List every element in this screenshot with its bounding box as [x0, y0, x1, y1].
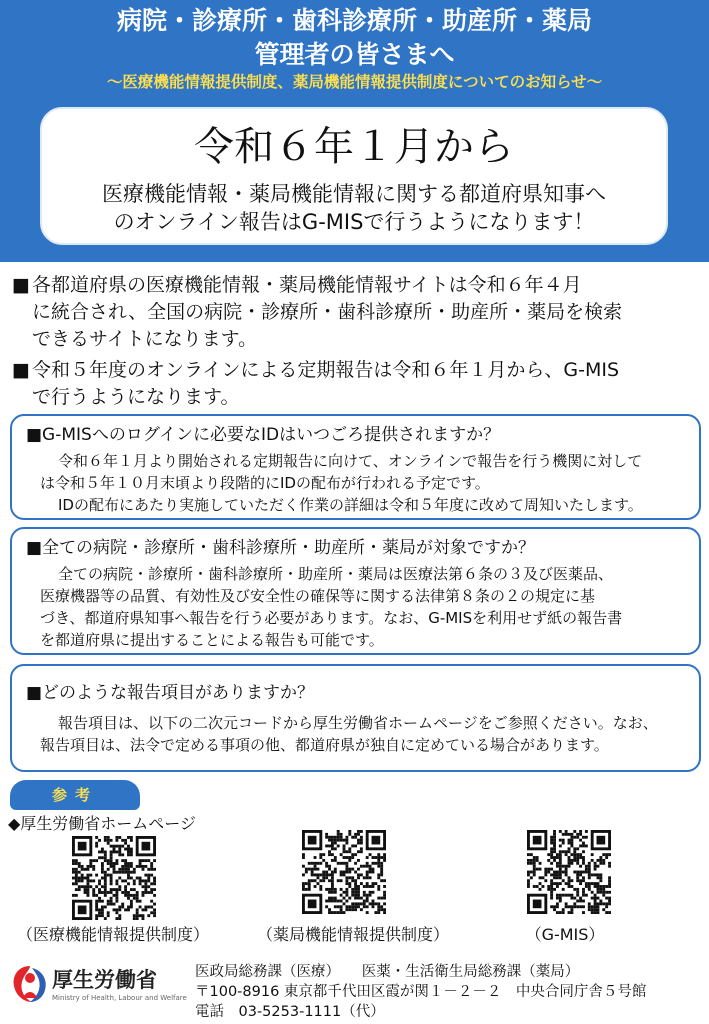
faq-question: ■全ての病院・診療所・歯科診療所・助産所・薬局が対象ですか？	[26, 538, 536, 558]
qr-code-icon[interactable]	[527, 830, 611, 914]
reference-tab: 参考	[10, 780, 140, 810]
bullet-mark: ■	[12, 274, 30, 296]
bullet-item-1	[12, 272, 702, 353]
mhlw-homepage-link[interactable]: ◆厚生労働省ホームページ	[8, 814, 196, 833]
faq-answer-line: は令和５年１０月末頃より段階的にIDの配布が行われる予定です。	[40, 474, 490, 492]
hero-sub-line1: 医療機能情報・薬局機能情報に関する都道府県知事へ	[102, 182, 606, 206]
footer-address: 〒100-8916 東京都千代田区霞が関１－２－２ 中央合同庁舎５号館	[195, 984, 647, 1000]
hero-sub-line2: のオンライン報告はG-MISで行うようになります！	[113, 210, 595, 234]
hero-main-text: 令和６年１月から	[194, 124, 514, 170]
bullet-item-2	[12, 357, 702, 411]
qr-label-gmis: （G-MIS）	[525, 925, 605, 944]
bullet-mark: ■	[12, 359, 30, 381]
faq-answer-line: 医療機器等の品質、有効性及び安全性の確保等に関する法律第８条の２の規定に基	[40, 587, 596, 605]
qr-code-medical-icon	[72, 836, 156, 920]
faq-answer-line: 令和６年１月より開始される定期報告に向けて、オンラインで報告を行う機関に対して	[58, 452, 643, 470]
bullet-line: できるサイトになります。	[32, 328, 258, 350]
hero-panel	[40, 107, 668, 245]
bullet-line: に統合され、全国の病院・診療所・歯科診療所・助産所・薬局を検索	[32, 301, 623, 323]
faq-question: ■G-MISへのログインに必要なIDはいつごろ提供されますか？	[26, 425, 501, 445]
header-title-line2: 管理者の皆さまへ	[254, 40, 455, 69]
qr-label-medical: （医療機能情報提供制度）	[16, 925, 209, 944]
faq-answer-line: IDの配布にあたり実施していただく作業の詳細は令和５年度に改めて周知いたします。	[58, 496, 643, 514]
faq-answer-line: を都道府県に提出することによる報告も可能です。	[40, 631, 384, 649]
bullet-line: 令和５年度のオンラインによる定期報告は令和６年１月から、G-MIS	[32, 359, 620, 381]
mhlw-logo	[10, 960, 185, 1020]
faq-box-3	[10, 664, 701, 772]
qr-code-icon[interactable]	[72, 836, 156, 920]
faq-answer-line: 報告項目は、以下の二次元コードから厚生労働省ホームページをご参照ください。なお、	[58, 714, 658, 732]
qr-code-icon[interactable]	[302, 830, 386, 914]
faq-answer-line: づき、都道府県知事へ報告を行う必要があります。なお、G-MISを利用せず紙の報告書	[40, 609, 623, 627]
logo-english-name: Ministry of Health, Labour and Welfare	[52, 994, 187, 1002]
bullet-line: で行うようになります。	[32, 386, 240, 408]
qr-label-pharmacy: （薬局機能情報提供制度）	[256, 925, 449, 944]
mhlw-emblem-icon	[10, 960, 50, 1004]
footer-departments: 医政局総務課（医療） 医薬・生活衛生局総務課（薬局）	[195, 964, 580, 980]
faq-box-1	[10, 414, 701, 520]
header-title-line1: 病院・診療所・歯科診療所・助産所・薬局	[116, 6, 592, 35]
qr-code-pharmacy-icon	[302, 830, 386, 914]
faq-question: ■どのような報告項目がありますか？	[26, 683, 315, 703]
faq-answer-line: 全ての病院・診療所・歯科診療所・助産所・薬局は医療法第６条の３及び医薬品、	[58, 565, 614, 583]
logo-name: 厚生労働省	[52, 968, 157, 992]
qr-code-gmis-icon	[527, 830, 611, 914]
faq-box-2	[10, 527, 701, 655]
header-subtitle: ～医療機能情報提供制度、薬局機能情報提供制度についてのお知らせ～	[106, 73, 603, 91]
footer-phone: 電話 03-5253-1111（代）	[195, 1004, 385, 1020]
bullet-line: 各都道府県の医療機能情報・薬局機能情報サイトは令和６年４月	[32, 274, 582, 296]
faq-answer-line: 報告項目は、法令で定める事項の他、都道府県が独自に定めている場合があります。	[40, 736, 609, 754]
header-banner	[0, 0, 709, 262]
